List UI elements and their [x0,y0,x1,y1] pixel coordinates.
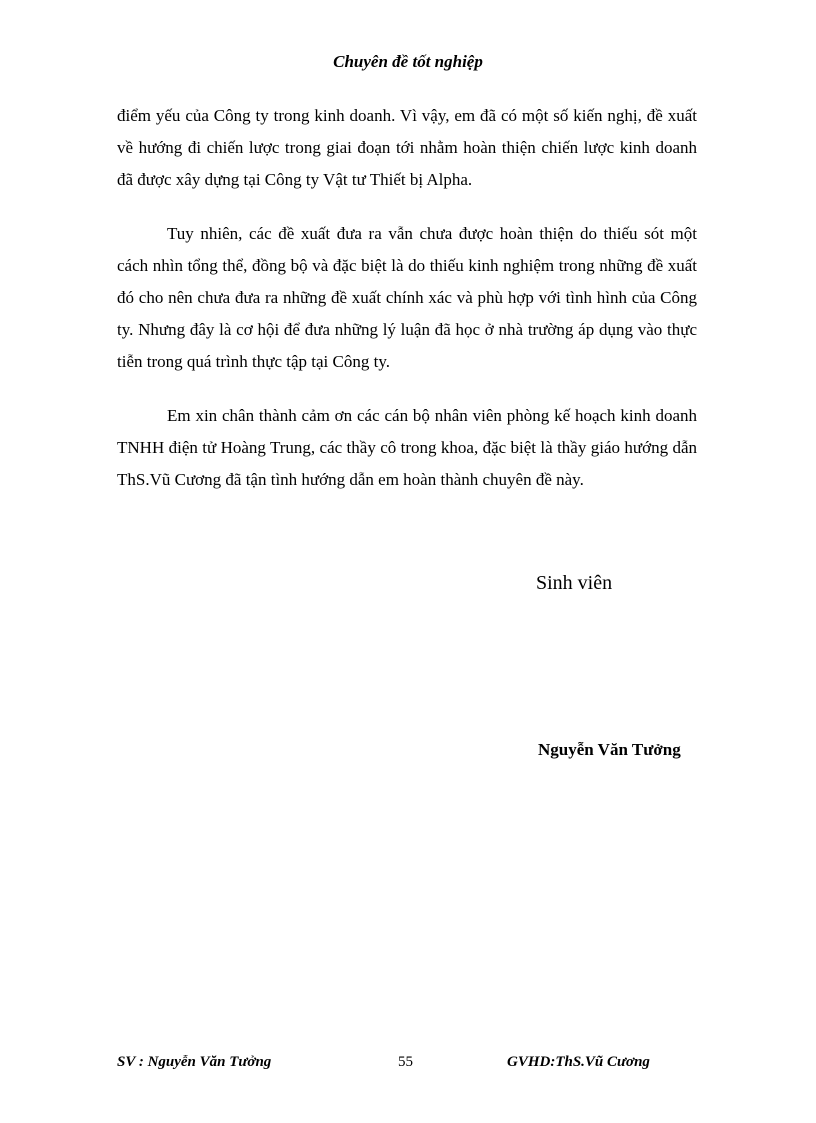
paragraph-acknowledgement: Em xin chân thành cảm ơn các cán bộ nhân viên phòng kế hoạch kinh doanh TNHH điện tử Hoàng Trung, các thầy cô trong khoa, đặc biệt là thầy giáo hướng dẫn ThS.Vũ Cương đã tận tình hướng dẫn em hoàn thành chuyên đề này. [117,406,697,489]
page-header-title: Chuyên đề tốt nghiệp [333,52,483,71]
footer-student: SV : Nguyễn Văn Tưởng [117,1054,272,1070]
signature-title: Sinh viên [536,572,613,594]
paragraph-spacer [117,196,697,218]
page-footer [0,1054,816,1076]
footer-page-number: 55 [398,1054,413,1070]
footer-advisor: GVHD:ThS.Vũ Cương [507,1054,650,1070]
signature-name: Nguyễn Văn Tưởng [538,740,681,759]
paragraph-continuation: điểm yếu của Công ty trong kinh doanh. Vì vậy, em đã có một số kiến nghị, đề xuất về hướng đi chiến lược trong giai đoạn tới nhằm hoàn thiện chiến lược kinh doanh đã được xây dựng tại Công ty Vật tư Thiết bị Alpha. [117,106,697,189]
paragraph-limitations: Tuy nhiên, các đề xuất đưa ra vẫn chưa được hoàn thiện do thiếu sót một cách nhìn tổng thể, đồng bộ và đặc biệt là do thiếu kinh nghiệm trong những đề xuất đó cho nên chưa đưa ra những đề xuất chính xác và phù hợp với tình hình của Công ty. Nhưng đây là cơ hội để đưa những lý luận đã học ở nhà trường áp dụng vào thực tiễn trong quá trình thực tập tại Công ty. [117,224,697,371]
paragraph-spacer [117,378,697,400]
document-body [117,100,697,496]
